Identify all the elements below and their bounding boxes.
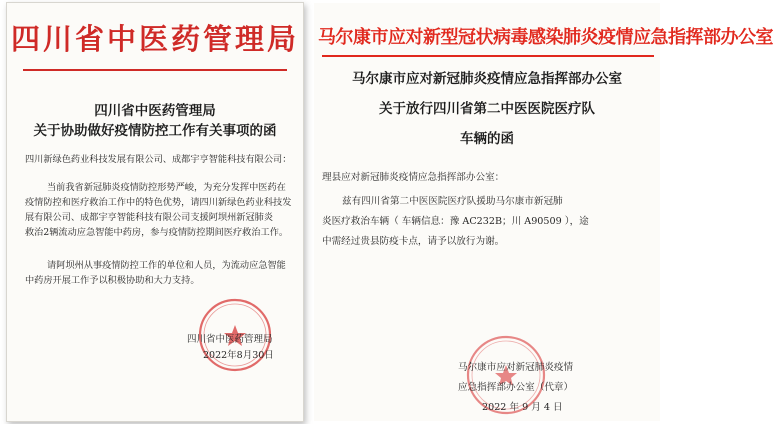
issuer-title: 四川省中医药管理局 — [94, 103, 216, 119]
signature: 四川省中医药管理局 — [187, 334, 273, 345]
heading-line: 马尔康市应对新冠肺炎疫情应急指挥部办公室 — [352, 71, 622, 87]
header-divider — [23, 69, 287, 71]
right-document — [314, 3, 773, 421]
heading-line: 车辆的函 — [460, 131, 514, 147]
issue-date: 2022 年 9 月 4 日 — [482, 402, 563, 413]
document-header: 四川省中医药管理局 — [10, 22, 299, 56]
addressee: 理县应对新冠肺炎疫情应急指挥部办公室： — [322, 172, 505, 183]
paragraph-line: 当前我省新冠肺炎疫情防控形势严峻，为充分发挥中医药在 — [47, 182, 286, 193]
signature-line: 应急指挥部办公室（代章） — [458, 382, 574, 393]
body-line: 兹有四川省第二中医医院医疗队援助马尔康市新冠肺 — [342, 196, 563, 207]
signature-line: 马尔康市应对新冠肺炎疫情 — [458, 362, 574, 373]
paragraph-line: 疫情防控和医疗救治工作中的特色优势，请四川新绿色药业科技发 — [25, 197, 292, 208]
body-line: 中需经过贵县防疫卡点，请予以放行为谢。 — [322, 236, 505, 247]
paragraph-line: 请阿坝州从事疫情防控工作的单位和人员，为流动应急智能 — [47, 260, 286, 271]
paragraph-line: 中药房开展工作予以积极协助和大力支持。 — [25, 275, 200, 286]
paragraph-line: 展有限公司、成都宇亨智能科技有限公司支援阿坝州新冠肺炎 — [25, 212, 274, 223]
addressee: 四川新绿色药业科技发展有限公司、成都宇亨智能科技有限公司： — [25, 154, 292, 165]
issue-date: 2022年8月30日 — [203, 350, 274, 361]
banner-divider — [322, 55, 654, 57]
left-document — [6, 2, 304, 422]
body-line: 炎医疗救治车辆（ 车辆信息：豫 AC232B；川 A90509 ），途 — [322, 216, 589, 227]
paragraph-line: 救治2辆流动应急智能中药房，参与疫情防控期间医疗救治工作。 — [25, 227, 289, 238]
heading-line: 关于放行四川省第二中医医院医疗队 — [379, 101, 595, 117]
document-banner: 马尔康市应对新型冠状病毒感染肺炎疫情应急指挥部办公室 — [318, 27, 773, 48]
document-subject: 关于协助做好疫情防控工作有关事项的函 — [33, 123, 277, 139]
